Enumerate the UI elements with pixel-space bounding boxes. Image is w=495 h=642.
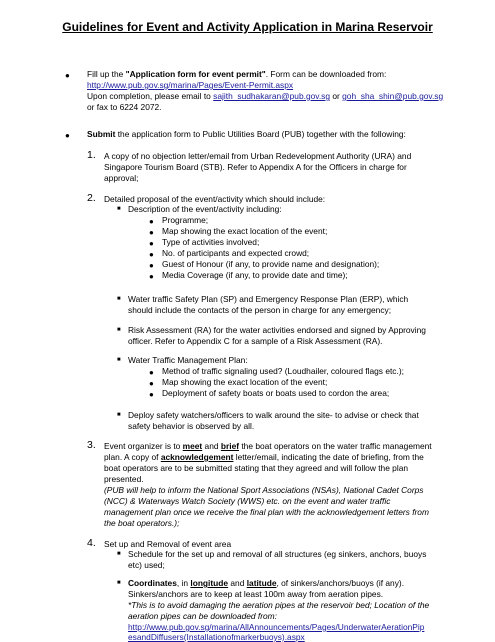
coordinates-line: Coordinates, in longitude and latitude, of sinkers/anchors/buoys (if any).	[128, 578, 405, 588]
bullet-icon: ●	[149, 239, 154, 248]
item-number: 4.	[87, 537, 96, 549]
bullet-icon: ●	[149, 228, 154, 237]
risk-assessment-line: Risk Assessment (RA) for the water activities endorsed and signed by Approving	[128, 325, 426, 335]
email-line: Upon completion, please email to sajith_sudhakaran@pub.gov.sg or goh_sha_shin@pub.gov.sg	[87, 91, 444, 101]
item1-line: Singapore Tourism Board (STB). Refer to Appendix A for the Officers in charge for	[104, 162, 407, 172]
deploy-line: safety behavior is observed by all.	[128, 421, 255, 431]
square-bullet-icon: ■	[117, 327, 121, 333]
item3-note: the boat operators.);	[104, 518, 180, 528]
square-bullet-icon: ■	[117, 357, 121, 363]
bullet-icon: ●	[65, 131, 70, 140]
item2-heading: Detailed proposal of the event/activity which should include:	[104, 194, 326, 204]
bullet-icon: ●	[149, 272, 154, 281]
item3-line: Event organizer is to meet and brief the boat operators on the water traffic management	[104, 441, 432, 451]
description-heading: Description of the event/activity including:	[128, 204, 282, 214]
description-item: Guest of Honour (if any, to provide name and designation);	[162, 259, 380, 269]
aeration-link-line	[128, 622, 424, 632]
item-number: 3.	[87, 439, 96, 451]
description-item: Programme;	[162, 215, 209, 225]
square-bullet-icon: ■	[117, 206, 121, 212]
square-bullet-icon: ■	[117, 551, 121, 557]
item3-note: (PUB will help to inform the National Sport Associations (NSAs), National Cadet Corps	[104, 485, 424, 495]
bullet-icon: ●	[149, 368, 154, 377]
aeration-pipes-link[interactable]: http://www.pub.gov.sg/marina/AllAnnouncements/Pages/UnderwaterAerationPip	[128, 622, 425, 632]
schedule-line: Schedule for the set up and removal of all structures (eg sinkers, anchors, buoys	[128, 549, 427, 559]
bullet-icon: ●	[149, 390, 154, 399]
item3-note: management plan once we receive the final plan with the acknowledgement letters from	[104, 507, 429, 517]
item3-line: boat operators are to be submitted stating that they agreed and will follow the plan	[104, 463, 409, 473]
coordinates-note: aeration pipes can be downloaded from:	[128, 611, 277, 621]
item3-note: (NCC) & Waterways Watch Society (WWS) etc. on the event and water traffic	[104, 496, 391, 506]
form-name: "Application form for event permit"	[125, 69, 266, 79]
square-bullet-icon: ■	[117, 412, 121, 418]
email-link-sajith[interactable]: sajith_sudhakaran@pub.gov.sg	[213, 91, 331, 101]
safety-plan-line: should include the contacts of the person in charge for any emergency;	[128, 305, 392, 315]
traffic-plan-item: Deployment of safety boats or boats used to cordon the area;	[162, 388, 390, 398]
description-item: Map showing the exact location of the event;	[162, 226, 328, 236]
description-item: No. of participants and expected crowd;	[162, 248, 310, 258]
item-number: 2.	[87, 192, 96, 204]
safety-plan-line: Water traffic Safety Plan (SP) and Emergency Response Plan (ERP), which	[128, 294, 409, 304]
coordinates-note: *This is to avoid damaging the aeration pipes at the reservoir bed; Location of the	[128, 600, 430, 610]
bullet-icon: ●	[149, 250, 154, 259]
bullet-icon: ●	[65, 71, 70, 80]
bullet-icon: ●	[149, 261, 154, 270]
deploy-line: Deploy safety watchers/officers to walk around the site- to advise or check that	[128, 410, 419, 420]
traffic-plan-heading: Water Traffic Management Plan:	[128, 355, 248, 365]
coordinates-line: Sinkers/anchors are to keep at least 100m away from aeration pipes.	[128, 589, 384, 599]
item3-line: plan. A copy of acknowledgement letter/email, indicating the date of briefing, from the	[104, 452, 424, 462]
bullet-icon: ●	[149, 217, 154, 226]
traffic-plan-item: Map showing the exact location of the event;	[162, 377, 328, 387]
form-link-line	[87, 80, 293, 90]
description-item: Type of activities involved;	[162, 237, 260, 247]
item4-heading: Set up and Removal of event area	[104, 539, 232, 549]
fill-line: Fill up the "Application form for event permit". Form can be downloaded from:	[87, 69, 387, 79]
traffic-plan-item: Method of traffic signaling used? (Loudhailer, coloured flags etc.);	[162, 366, 404, 376]
item-number: 1.	[87, 149, 96, 161]
square-bullet-icon: ■	[117, 296, 121, 302]
page-title: Guidelines for Event and Activity Application in Marina Reservoir	[62, 20, 433, 34]
email-link-goh[interactable]: goh_sha_shin@pub.gov.sg	[342, 91, 444, 101]
submit-line: Submit the application form to Public Utilities Board (PUB) together with the following:	[87, 129, 406, 139]
aeration-link-line	[128, 632, 305, 642]
schedule-line: etc) used;	[128, 560, 165, 570]
description-item: Media Coverage (if any, to provide date and time);	[162, 270, 348, 280]
item1-line: A copy of no objection letter/email from Urban Redevelopment Authority (URA) and	[104, 151, 412, 161]
bullet-icon: ●	[149, 379, 154, 388]
square-bullet-icon: ■	[117, 580, 121, 586]
item1-line: approval;	[104, 173, 139, 183]
event-permit-link[interactable]: http://www.pub.gov.sg/marina/Pages/Event-Permit.aspx	[87, 80, 294, 90]
fax-line: or fax to 6224 2072.	[87, 102, 162, 112]
aeration-pipes-link-cont[interactable]: esandDiffusers(Installationofmarkerbuoys).aspx	[128, 632, 305, 642]
risk-assessment-line: officer. Refer to Appendix C for a sample of a Risk Assessment (RA).	[128, 336, 383, 346]
item3-line: presented.	[104, 474, 144, 484]
